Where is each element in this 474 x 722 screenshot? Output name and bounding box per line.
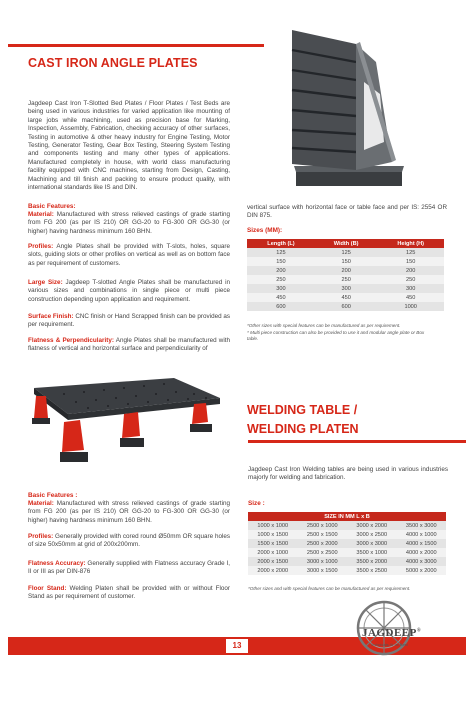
table-cell: 300 [315,284,377,293]
table-cell: 5000 x 2000 [397,566,447,575]
table-cell: 4000 x 2000 [397,548,447,557]
section1-material [28,211,230,236]
table-cell: 250 [247,275,315,284]
section2-title-line1: WELDING TABLE / [247,403,358,417]
angle-plate-size-table [247,239,444,311]
section2-intro: Jagdeep Cast Iron Welding tables are being used in various industries majorly for welding and fabrication. [248,466,448,482]
col-header-height: Height (H) [377,239,444,248]
section1-surface-finish [28,313,230,330]
table-cell: 3500 x 1000 [347,548,397,557]
table-cell: 4000 x 3000 [397,557,447,566]
section1-profiles [28,243,230,268]
table-cell: 2000 x 1500 [248,557,298,566]
page-number: 13 [226,639,248,653]
table-cell: 250 [315,275,377,284]
table-cell: 200 [247,266,315,275]
table-row [247,248,444,257]
table-row [247,293,444,302]
table-cell: 125 [315,248,377,257]
table-cell: 2500 x 2000 [298,539,348,548]
section1-title: CAST IRON ANGLE PLATES [28,56,198,70]
logo-text [362,627,421,639]
material-label: Material: [28,211,54,218]
table-row [248,557,446,566]
table-cell: 150 [247,257,315,266]
table-row [247,275,444,284]
table-cell: 4000 x 1000 [397,530,447,539]
table-row [247,257,444,266]
flatness-accuracy-label: Flatness Accuracy: [28,560,86,567]
table-cell: 3000 x 2500 [347,530,397,539]
flatness-label: Flatness & Perpendicularity: [28,337,114,344]
table-cell: 125 [377,248,444,257]
logo-wordmark: JAGDEEP [362,627,417,639]
flatness-continued: vertical surface with horizontal face or table face and per IS: 2554 OR DIN 875. [247,204,447,220]
welding-table-image [24,374,224,470]
table-row [248,530,446,539]
profiles-label: Profiles: [28,533,54,540]
section2-floor-stand [28,585,230,602]
section1-large-size [28,279,230,304]
table-cell: 150 [377,257,444,266]
floor-stand-text: Welding Platen shall be provided with or without Floor Stand as per requirement of customer. [28,585,231,601]
table-cell: 300 [377,284,444,293]
table-cell: 200 [315,266,377,275]
table-cell: 2500 x 1500 [298,530,348,539]
table-cell: 4000 x 1500 [397,539,447,548]
large-size-label: Large Size: [28,279,63,286]
table-cell: 3000 x 1500 [298,566,348,575]
section1-basic-features: Basic Features: [28,203,76,210]
profiles-text: Generally provided with cored round Ø50mm OR square holes of size 50x50mm at grid of 200x200mm. [28,533,230,549]
top-rule [8,44,264,47]
table-cell: 2000 x 1000 [248,548,298,557]
table-cell: 3000 x 1000 [298,557,348,566]
table-row [248,521,446,530]
table-cell: 450 [247,293,315,302]
profiles-text: Angle Plates shall be provided with T-slots, holes, square slots, guiding slots or other profiles on vertical as well as on bottom face as per requirement of customers. [28,243,230,267]
table-cell: 3500 x 2500 [347,566,397,575]
logo-reg-mark: ® [416,628,422,634]
table-row [247,266,444,275]
table-row [248,566,446,575]
table-row [248,539,446,548]
col-header-width: Width (B) [315,239,377,248]
angle-plate-note-2: * Multi piece construction can also be provided to use it and modular angle plate or Box table. [247,330,425,341]
section2-title-line2: WELDING PLATEN [247,422,359,436]
table-cell: 3000 x 3000 [347,539,397,548]
table-row [248,548,446,557]
table-cell: 2000 x 2000 [248,566,298,575]
table-cell: 125 [247,248,315,257]
section2-flatness [28,560,230,577]
table-cell: 3500 x 2000 [347,557,397,566]
welding-table-note: *Other sizes and with special features can be manufactured as per requirement. [248,586,411,591]
table-cell: 450 [377,293,444,302]
flatness-accuracy-text: Generally supplied with Flatness accuracy Grade I, II or III as per DIN-876 [28,560,230,576]
size-label: Size : [248,500,265,507]
material-text: Manufactured with stress relieved castings of grade starting from FG 200 (as per IS 210) OR GG-20 to FG-300 OR GG-30 (or higher) having hardness minimum 160 BHN. [28,211,231,235]
flatness-text: Angle Plates shall be manufactured with flatness of vertical and horizontal surface and perpendicularity of [28,337,230,353]
table-cell: 1000 x 1500 [248,530,298,539]
welding-table-size-table [248,512,446,575]
table-row [247,284,444,293]
floor-stand-label: Floor Stand: [28,585,67,592]
table-cell: 1000 x 1000 [248,521,298,530]
table-cell: 3500 x 3000 [397,521,447,530]
material-text: Manufactured with stress relieved castings of grade starting from FG 200 (as per IS 210) OR GG-20 to FG-300 OR GG-30 (or higher) having hardness minimum 160 BHN. [28,500,231,524]
table-cell: 2500 x 2500 [298,548,348,557]
table-cell: 1500 x 1500 [248,539,298,548]
surface-finish-label: Surface Finish: [28,313,74,320]
table-cell: 450 [315,293,377,302]
section2-material [28,500,230,525]
col-header-length: Length (L) [247,239,315,248]
table-cell: 300 [247,284,315,293]
profiles-label: Profiles: [28,243,54,250]
table-cell: 600 [247,302,315,311]
angle-plate-image [284,22,408,188]
table-cell: 200 [377,266,444,275]
sizes-label: Sizes (MM): [247,227,283,234]
surface-finish-text: CNC finish or Hand Scrapped finish can be provided as per requirement. [28,313,231,329]
large-size-text: Jagdeep T-slotted Angle Plates shall be manufactured in various sizes and combinations in single piece or multi piece construction depending upon application and requirement. [28,279,231,303]
table-row [247,302,444,311]
col-header-size: SIZE IN MM L x B [248,512,446,521]
section1-intro: Jagdeep Cast Iron T-Slotted Bed Plates / Floor Plates / Test Beds are being used in various industries for varied application like mounting of large jobs while machining, used as precision base for Marking, Inspection, Assembly, Fabrication, checking accuracy of other surfaces, Testing in automotive & other heavy industry for Engine Testing, Motor Testing, Generator Testing, Gear Box Testing, Steering System Testing and components testing and many other types of applications. Manufactured completely in house, with world class manufacturing facility equipped with CNC machines, starting from Design, Casting, Machining and till finish and packing to ensure product quality, with international standards like IS and DIN. [28,100,230,192]
section2-basic-features: Basic Features : [28,492,78,499]
angle-plate-note-1: *Other sizes with special features can be manufactured as per requirement. [247,323,401,328]
table-cell: 2500 x 1000 [298,521,348,530]
table-cell: 250 [377,275,444,284]
table-cell: 3000 x 2000 [347,521,397,530]
section2-rule [248,440,466,443]
logo-tagline: Technicals At Its Best [370,642,408,647]
table-cell: 1000 [377,302,444,311]
section2-profiles [28,533,230,550]
table-cell: 600 [315,302,377,311]
table-cell: 150 [315,257,377,266]
material-label: Material: [28,500,54,507]
section1-flatness [28,337,230,354]
